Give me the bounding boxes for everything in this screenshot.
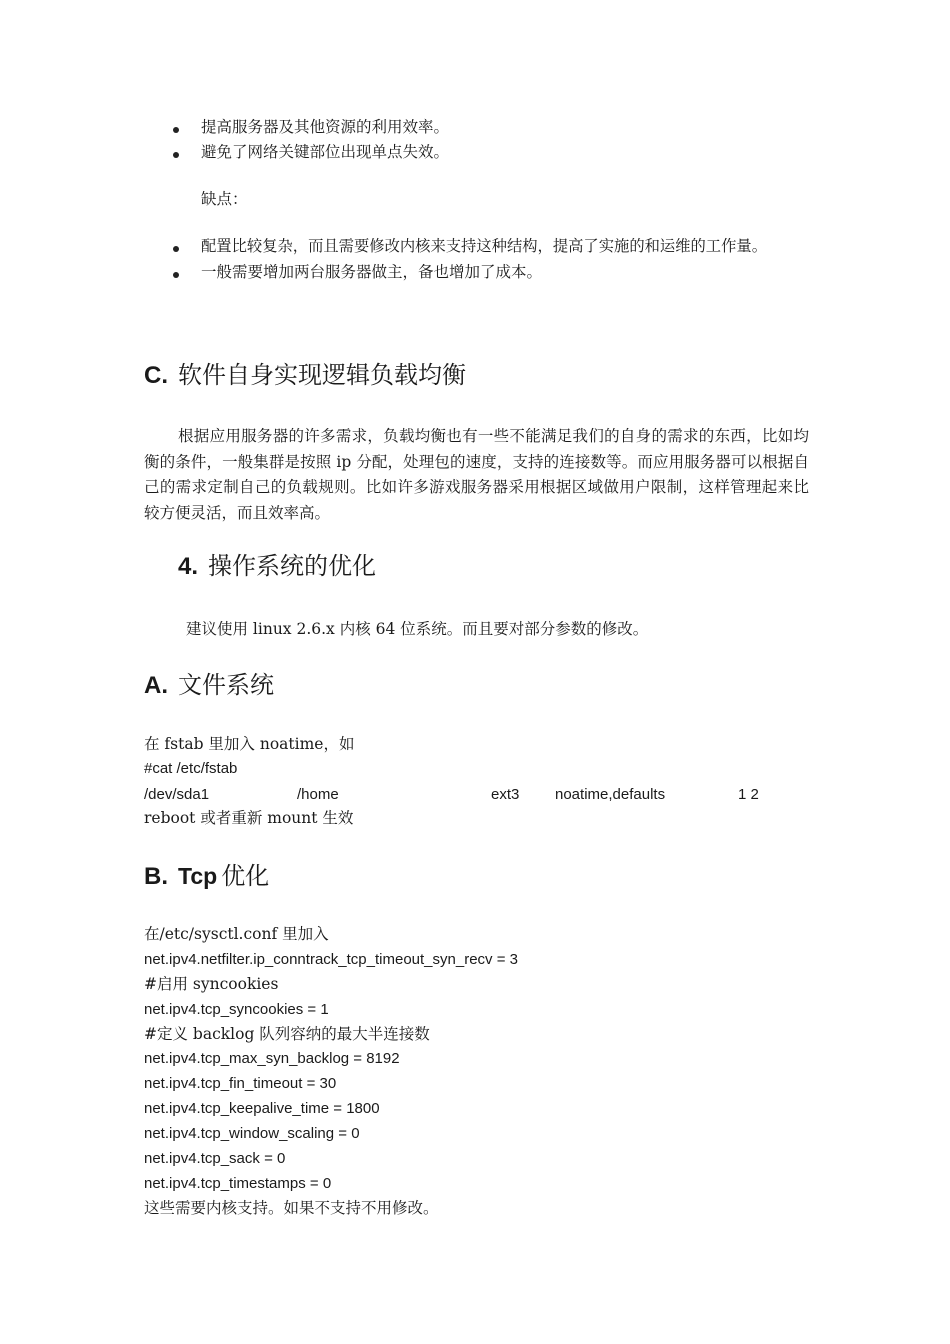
config-line: net.ipv4.netfilter.ip_conntrack_tcp_timeout_syn_recv = 3 [144,951,518,968]
cons-label: 缺点： [201,190,248,208]
fstab-dump-pass: 1 2 [738,786,759,803]
section-c-paragraph: 根据应用服务器的许多需求，负载均衡也有一些不能满足我们的自身的需求的东西，比如均衡的条件，一般集群是按照 ip 分配，处理包的速度，支持的连接数等。而应用服务器可以根据自己的需求定制自己的负载规则。比如许多游戏服务器采用根据区域做用户限制，这样管理起来比较方便灵活，而且效率高。 [144,427,809,522]
config-comment: #定义 backlog 队列容纳的最大半连接数 [144,1025,430,1043]
bullet-icon [173,272,179,278]
config-line: net.ipv4.tcp_max_syn_backlog = 8192 [144,1050,400,1067]
config-line: net.ipv4.tcp_timestamps = 0 [144,1175,332,1192]
fstab-fs-type: ext3 [491,786,520,803]
bullet-icon [173,246,179,252]
config-line: net.ipv4.tcp_keepalive_time = 1800 [144,1100,380,1117]
section-b-heading: B. Tcp 优化 [144,862,270,890]
section-4-heading: 4. 操作系统的优化 [178,552,377,580]
section-4-intro: 建议使用 linux 2.6.x 内核 64 位系统。而且要对部分参数的修改。 [186,620,649,638]
closing-note: 这些需要内核支持。如果不支持不用修改。 [144,1199,439,1217]
config-comment: #启用 syncookies [144,975,279,993]
config-line: 在/etc/sysctl.conf 里加入 [144,925,329,943]
section-c-heading: C. 软件自身实现逻辑负载均衡 [144,361,466,389]
bullet-icon [173,152,179,158]
fstab-reboot-note: reboot 或者重新 mount 生效 [144,809,354,827]
fstab-device: /dev/sda1 [144,786,210,803]
config-line: net.ipv4.tcp_syncookies = 1 [144,1001,329,1018]
fstab-command: #cat /etc/fstab [144,760,238,777]
config-line: net.ipv4.tcp_fin_timeout = 30 [144,1075,337,1092]
section-a-heading: A. 文件系统 [144,671,274,699]
fstab-options: noatime,defaults [555,786,666,803]
config-line: net.ipv4.tcp_sack = 0 [144,1150,286,1167]
fstab-instruction: 在 fstab 里加入 noatime，如 [144,735,355,753]
document-page: 提高服务器及其他资源的利用效率。 避免了网络关键部位出现单点失效。 缺点： 配置比较复杂，而且需要修改内核来支持这种结构，提高了实施的和运维的工作量。 一般需要增加两台服务器做主，备也增加了成本。 C. 软件自身实现逻辑负载均衡 根据应用服务器的许多需求，负载均衡也有一些不能满足我们的自身的需求的东西，比如均衡的条件，一般集群是按照 ip 分配，处理包的速度，支持的连接数等。而应用服务器可以根据自己的需求定制自己的负载规则。比如许多游戏服务器采用根据区域做用户限制，这样管理起来比较方便灵活，而且效率高。 4. 操作系统的优化 建议使用 linux 2.6.x 内核 64 位系统。而且要对部分参数的修改。 A. 文件系统 在 fstab 里加入 noatime，如 #cat /etc/fstab /dev/sda1 /home ext3 noatime,defaults 1 2 reboot 或者重新 mount 生效 B. Tcp 优化 在/etc/sysctl.conf 里加入 net.ipv4.netfilter.ip_conntrack_tcp_timeout_syn_recv = 3 #启用 syncookies net.ipv4.tcp_syncookies = 1 #定义 backlog 队列容纳的最大半连接数 net.ipv4.tcp_max_syn_backlog = 8192 net.ipv4.tcp_fin_timeout = 30 net.ipv4.tcp_keepalive_time = 1800 net.ipv4.tcp_window_scaling = 0 net.ipv4.tcp_sack = 0 net.ipv4.tcp_timestamps = 0 这些需要内核支持。如果不支持不用修改。 [0,0,950,1344]
fstab-mount-point: /home [297,786,339,803]
config-line: net.ipv4.tcp_window_scaling = 0 [144,1125,360,1142]
bullet-icon [173,127,179,133]
